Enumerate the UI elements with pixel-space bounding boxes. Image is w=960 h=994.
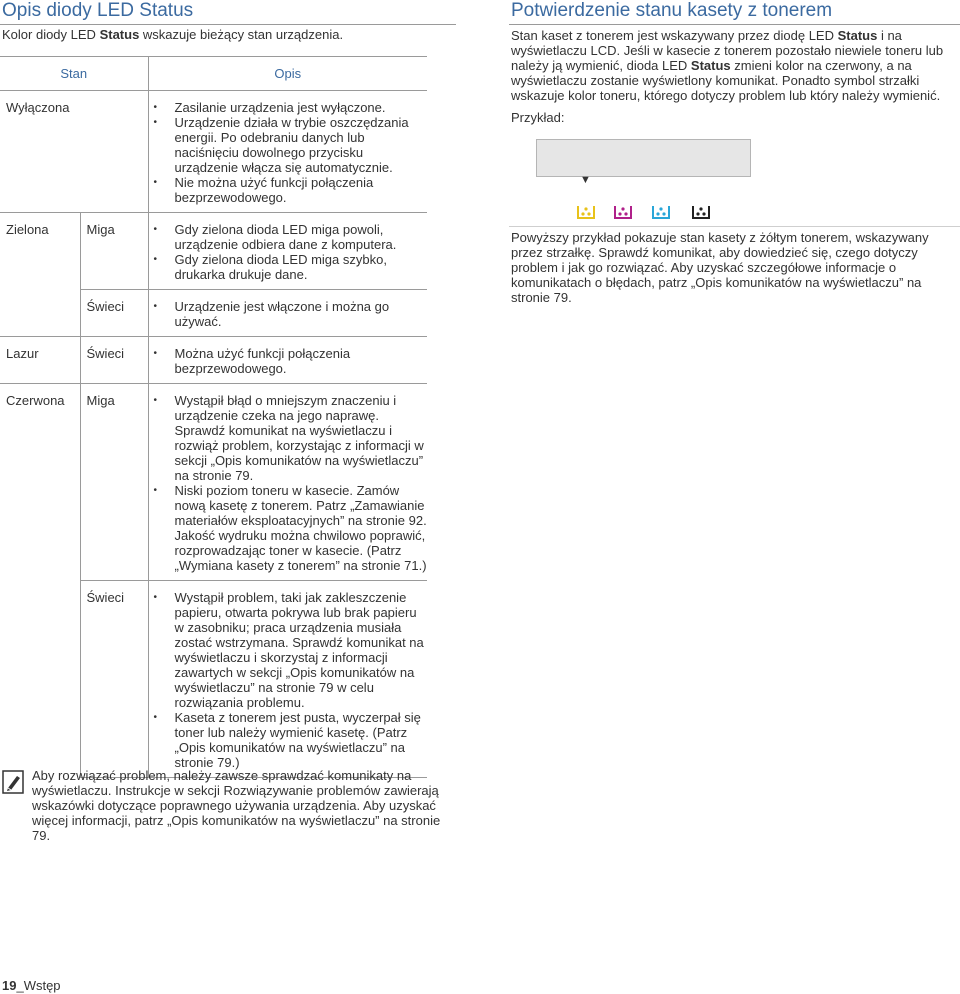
table-row [0,213,427,290]
led-status-table [0,56,427,778]
list-item: • Gdy zielona dioda LED miga szybko, drukarka drukuje dane. [149,252,428,282]
list-item: • Można użyć funkcji połączenia bezprzewodowego. [149,346,428,376]
lcd-display [536,139,751,177]
list-item: • Niski poziom toneru w kasecie. Zamów nową kasetę z tonerem. Patrz „Zamawianie materiałów eksploatacyjnych” na stronie 92. Jakość wydruku można chwilowo poprawić, rozprowadzając toner w kasecie. (Patrz „Wymiana kasety z tonerem” na stronie 71.) [149,483,428,573]
cell-state: Miga [80,384,148,581]
toner-cyan-icon [652,204,670,220]
table-row [0,384,427,581]
list-item: • Nie można użyć funkcji połączenia bezprzewodowego. [149,175,428,205]
arrow-down-icon: ▼ [580,174,591,186]
toner-black-icon [692,204,710,220]
cell-state: Miga [80,213,148,290]
header-opis: Opis [148,57,427,91]
example-paragraph: Powyższy przykład pokazuje stan kasety z żółtym tonerem, wskazywany przez strzałkę. Sprawdź komunikat, aby dowiedzieć się, czego dotyczy problem i jak go rozwiązać. Aby uzyskać szczegółowe informacje o komunikatach o błędach, patrz „Opis komunikatów na wyświetlaczu” na stronie 79. [511,230,929,305]
cell-state: Świeci [80,581,148,778]
list-item: • Wystąpił błąd o mniejszym znaczeniu i urządzenie czeka na jego naprawę. Sprawdź komunikat na wyświetlaczu i rozwiąż problem, korzystając z informacji w sekcji „Opis komunikatów na wyświetlaczu” na stronie 79. [149,393,428,483]
page-footer [2,978,61,993]
note-text: Aby rozwiązać problem, należy zawsze sprawdzać komunikaty na wyświetlaczu. Instrukcje w sekcji Rozwiązywanie problemów zawierają wskazówki dotyczące poprawnego używania urządzenia. Aby uzyskać więcej informacji, patrz „Opis komunikatów na wyświetlaczu” na stronie 79. [32,768,441,843]
page-number: 19 [2,978,17,993]
toner-paragraph: Stan kaset z tonerem jest wskazywany przez diodę LED Status i na wyświetlaczu LCD. Jeśli w kasecie z tonerem pozostało niewiele toneru lub należy ją wymienić, dioda LED Status zmieni kolor na czerwony, a na wyświetlaczu zostanie wyświetlony komunikat. Ponadto symbol strzałki wskazuje kolor toneru, którego dotyczy problem lub który należy wymienić. [511,28,944,103]
list-item: • Zasilanie urządzenia jest wyłączone. [149,100,428,115]
list-item: • Urządzenie działa w trybie oszczędzania energii. Po odebraniu danych lub naciśnięciu dowolnego przycisku urządzenie włącza się automatycznie. [149,115,428,175]
title-rule [509,24,960,25]
section-title-led: Opis diody LED Status [2,0,194,21]
list-item: • Gdy zielona dioda LED miga powoli, urządzenie odbiera dane z komputera. [149,222,428,252]
cell-state: Świeci [80,337,148,384]
title-rule [0,24,456,25]
list-item: • Kaseta z tonerem jest pusta, wyczerpał się toner lub należy wymienić kasetę. (Patrz „Opis komunikatów na wyświetlaczu” na stronie 79.) [149,710,428,770]
header-stan: Stan [0,57,148,91]
intro-paragraph: Kolor diody LED Status wskazuje bieżący stan urządzenia. [2,27,344,42]
footer-section: _Wstęp [16,978,61,993]
toner-yellow-icon [577,204,595,220]
cell-color: Wyłączona [0,91,148,213]
table-row [0,91,427,213]
cell-color: Lazur [0,337,80,384]
note-icon [2,770,24,794]
example-label: Przykład: [511,110,565,125]
cell-color: Czerwona [0,384,80,778]
section-title-toner: Potwierdzenie stanu kasety z tonerem [511,0,833,21]
table-row [0,337,427,384]
list-item: • Wystąpił problem, taki jak zakleszczenie papieru, otwarta pokrywa lub brak papieru w zasobniku; praca urządzenia musiała zostać wstrzymana. Sprawdź komunikat na wyświetlaczu i skorzystaj z informacji zawartych w sekcji „Opis komunikatów na wyświetlaczu” na stronie 79 w celu rozwiązania problemu. [149,590,428,710]
example-rule [509,226,960,227]
cell-color: Zielona [0,213,80,337]
toner-magenta-icon [614,204,632,220]
cell-state: Świeci [80,290,148,337]
list-item: • Urządzenie jest włączone i można go używać. [149,299,428,329]
